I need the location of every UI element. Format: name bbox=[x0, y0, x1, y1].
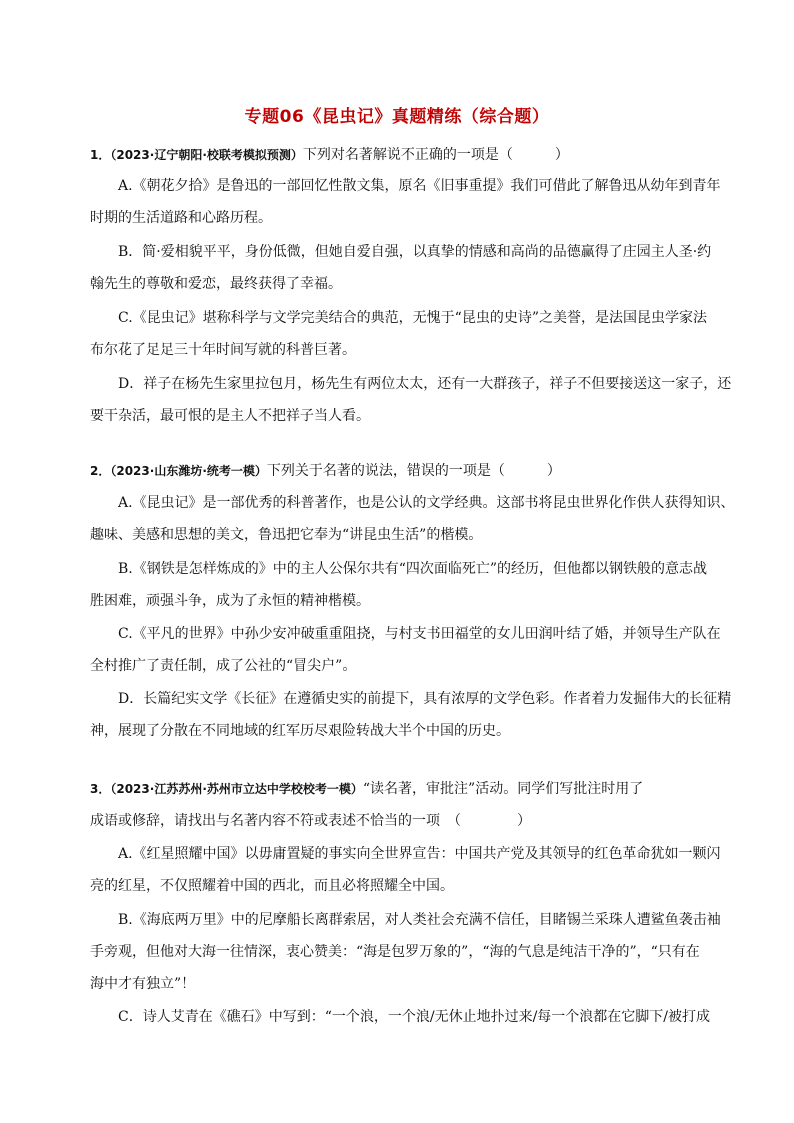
option-b-line-3: 海中才有独立”！ bbox=[90, 976, 196, 992]
option-a-line-1: A.《红星照耀中国》以毋庸置疑的事实向全世界宣告：中国共产党及其领导的红色革命犹如一颗闪 bbox=[118, 846, 721, 862]
question-number: 2． bbox=[90, 464, 111, 478]
option-d-line-1: D．长篇纪实文学《长征》在遵循史实的前提下，具有浓厚的文学色彩。作者着力发掘伟大的长征精 bbox=[118, 691, 732, 707]
page-title: 专题06《昆虫记》真题精练（综合题） bbox=[244, 107, 550, 127]
option-d-line-2: 神，展现了分散在不同地域的红军历尽艰险转战大半个中国的历史。 bbox=[90, 723, 510, 739]
question-source: （2023·辽宁朝阳·校联考模拟预测） bbox=[110, 148, 303, 162]
option-a-line-2: 时期的生活道路和心路历程。 bbox=[90, 210, 272, 226]
option-a-line-2: 亮的红星，不仅照耀着中国的西北，而且必将照耀全中国。 bbox=[90, 878, 454, 894]
question-number: 3． bbox=[90, 782, 111, 796]
question-1-stem bbox=[90, 146, 569, 164]
option-c-line-1: C．诗人艾青在《礁石》中写到：“一个浪，一个浪/无休止地扑过来/每一个浪都在它脚下/被打成 bbox=[118, 1009, 711, 1025]
question-stem: “读名著，审批注”活动。同学们写批注时用了 bbox=[362, 781, 644, 797]
option-c-line-2: 全村推广了责任制，成了公社的“冒尖户”。 bbox=[90, 658, 357, 674]
option-b-line-2: 手旁观，但他对大海一往情深，衷心赞美：“海是包罗万象的”，“海的气息是纯洁干净的”，“只有在 bbox=[90, 944, 700, 960]
option-b-line-2: 翰先生的尊敬和爱恋，最终获得了幸福。 bbox=[90, 276, 342, 292]
question-stem: 下列关于名著的说法，错误的一项是（ ） bbox=[266, 463, 561, 479]
question-3-stem-line-1 bbox=[90, 780, 643, 798]
question-2-stem bbox=[90, 462, 561, 480]
option-a-line-2: 趣味、美感和思想的美文，鲁迅把它奉为“讲昆虫生活”的楷模。 bbox=[90, 527, 483, 543]
option-b-line-1: B．简·爱相貌平平，身份低微，但她自爱自强，以真挚的情感和高尚的品德赢得了庄园主人圣·约 bbox=[118, 244, 712, 260]
option-b-line-1: B.《海底两万里》中的尼摩船长离群索居，对人类社会充满不信任，目睹锡兰采珠人遭鲨鱼袭击袖 bbox=[118, 912, 721, 928]
option-c-line-2: 布尔花了足足三十年时间写就的科普巨著。 bbox=[90, 342, 356, 358]
option-c-line-1: C.《平凡的世界》中孙少安冲破重重阻挠，与村支书田福堂的女儿田润叶结了婚，并领导生产队在 bbox=[118, 626, 721, 642]
option-b-line-1: B.《钢铁是怎样炼成的》中的主人公保尔共有“四次面临死亡”的经历，但他都以钢铁般的意志战 bbox=[118, 561, 708, 577]
option-d-line-2: 要干杂活，最可恨的是主人不把祥子当人看。 bbox=[90, 408, 370, 424]
option-a-line-1: A.《昆虫记》是一部优秀的科普著作，也是公认的文学经典。这部书将昆虫世界化作供人获得知识、 bbox=[118, 495, 735, 511]
option-d-line-1: D．祥子在杨先生家里拉包月，杨先生有两位太太，还有一大群孩子，祥子不但要接送这一家子，还 bbox=[118, 376, 732, 392]
question-number: 1． bbox=[90, 148, 111, 162]
question-stem: 下列对名著解说不正确的一项是（ ） bbox=[302, 147, 569, 163]
question-source: （2023·江苏苏州·苏州市立达中学校校考一模） bbox=[110, 782, 363, 796]
option-a-line-1: A.《朝花夕拾》是鲁迅的一部回忆性散文集，原名《旧事重提》我们可借此了解鲁迅从幼年到青年 bbox=[118, 178, 721, 194]
option-c-line-1: C.《昆虫记》堪称科学与文学完美结合的典范，无愧于“昆虫的史诗”之美誉，是法国昆虫学家法 bbox=[118, 310, 707, 326]
question-3-stem-line-2: 成语或修辞，请找出与名著内容不符或表述不恰当的一项 （ ） bbox=[90, 813, 531, 829]
question-source: （2023·山东潍坊·统考一模） bbox=[110, 464, 267, 478]
option-b-line-2: 胜困难，顽强斗争，成为了永恒的精神楷模。 bbox=[90, 593, 370, 609]
